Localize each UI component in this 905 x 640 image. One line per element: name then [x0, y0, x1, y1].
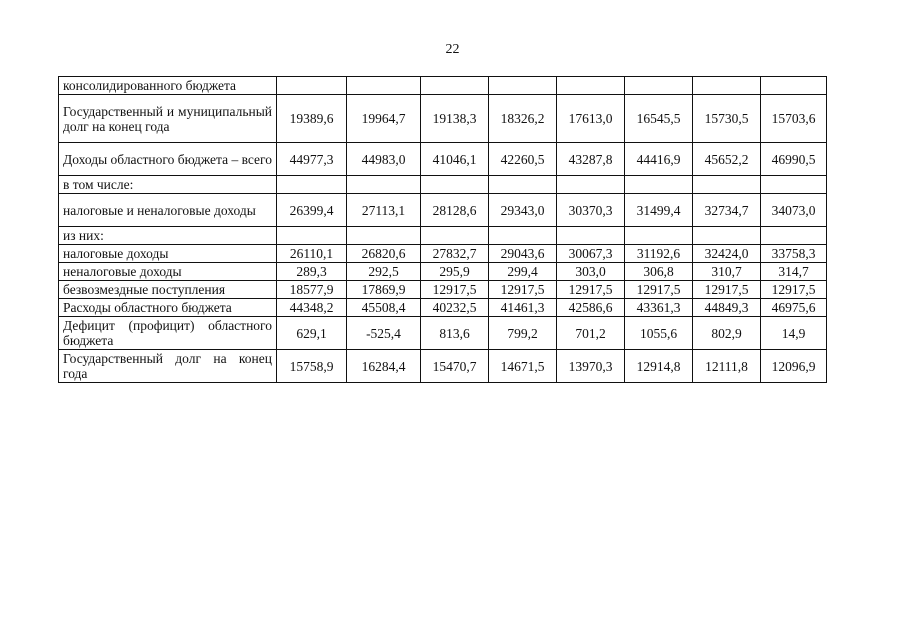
value-cell: 12917,5 — [625, 281, 693, 299]
value-cell: 12917,5 — [761, 281, 827, 299]
value-cell: 12917,5 — [693, 281, 761, 299]
row-label: Государственный и муниципальный долг на конец года — [59, 95, 277, 143]
value-cell: 26110,1 — [277, 245, 347, 263]
value-cell: 42586,6 — [557, 299, 625, 317]
table-row — [59, 227, 827, 245]
value-cell — [625, 176, 693, 194]
table-row — [59, 245, 827, 263]
value-cell: 28128,6 — [421, 194, 489, 227]
value-cell: 46975,6 — [761, 299, 827, 317]
row-label: налоговые доходы — [59, 245, 277, 263]
value-cell: 12914,8 — [625, 350, 693, 383]
row-label: Дефицит (профицит) областного бюджета — [59, 317, 277, 350]
value-cell: 15730,5 — [693, 95, 761, 143]
value-cell: 14671,5 — [489, 350, 557, 383]
budget-table — [58, 76, 827, 383]
value-cell — [421, 227, 489, 245]
value-cell — [347, 227, 421, 245]
value-cell: 18326,2 — [489, 95, 557, 143]
value-cell — [761, 176, 827, 194]
value-cell: 40232,5 — [421, 299, 489, 317]
value-cell: 16284,4 — [347, 350, 421, 383]
table-row — [59, 317, 827, 350]
value-cell — [557, 227, 625, 245]
value-cell: 1055,6 — [625, 317, 693, 350]
value-cell: 18577,9 — [277, 281, 347, 299]
value-cell: 46990,5 — [761, 143, 827, 176]
value-cell — [625, 227, 693, 245]
value-cell — [489, 227, 557, 245]
value-cell — [625, 77, 693, 95]
row-label: Государственный долг на конец года — [59, 350, 277, 383]
value-cell: 314,7 — [761, 263, 827, 281]
table-row — [59, 143, 827, 176]
table-body — [59, 77, 827, 383]
value-cell — [557, 176, 625, 194]
value-cell: 31192,6 — [625, 245, 693, 263]
value-cell: 12111,8 — [693, 350, 761, 383]
row-label: в том числе: — [59, 176, 277, 194]
value-cell: 701,2 — [557, 317, 625, 350]
value-cell: 43361,3 — [625, 299, 693, 317]
value-cell: 19964,7 — [347, 95, 421, 143]
value-cell: 41046,1 — [421, 143, 489, 176]
value-cell: 12917,5 — [421, 281, 489, 299]
value-cell — [347, 77, 421, 95]
value-cell: 44348,2 — [277, 299, 347, 317]
value-cell: 32424,0 — [693, 245, 761, 263]
value-cell: 44977,3 — [277, 143, 347, 176]
value-cell: 45508,4 — [347, 299, 421, 317]
value-cell — [277, 227, 347, 245]
value-cell: 29043,6 — [489, 245, 557, 263]
value-cell — [557, 77, 625, 95]
value-cell — [693, 176, 761, 194]
value-cell: 27113,1 — [347, 194, 421, 227]
row-label: безвозмездные поступления — [59, 281, 277, 299]
value-cell: 30370,3 — [557, 194, 625, 227]
value-cell: 30067,3 — [557, 245, 625, 263]
row-label: неналоговые доходы — [59, 263, 277, 281]
table-row — [59, 176, 827, 194]
value-cell: -525,4 — [347, 317, 421, 350]
value-cell — [277, 176, 347, 194]
value-cell: 310,7 — [693, 263, 761, 281]
value-cell: 17869,9 — [347, 281, 421, 299]
value-cell: 44983,0 — [347, 143, 421, 176]
value-cell — [761, 77, 827, 95]
table-row — [59, 281, 827, 299]
value-cell — [421, 176, 489, 194]
value-cell — [421, 77, 489, 95]
value-cell: 15758,9 — [277, 350, 347, 383]
value-cell — [693, 77, 761, 95]
value-cell — [693, 227, 761, 245]
table-row — [59, 263, 827, 281]
value-cell: 29343,0 — [489, 194, 557, 227]
table-row — [59, 350, 827, 383]
value-cell: 292,5 — [347, 263, 421, 281]
value-cell: 19138,3 — [421, 95, 489, 143]
value-cell: 26399,4 — [277, 194, 347, 227]
value-cell: 31499,4 — [625, 194, 693, 227]
value-cell: 12096,9 — [761, 350, 827, 383]
value-cell: 813,6 — [421, 317, 489, 350]
value-cell: 12917,5 — [557, 281, 625, 299]
value-cell: 306,8 — [625, 263, 693, 281]
row-label: Расходы областного бюджета — [59, 299, 277, 317]
value-cell: 12917,5 — [489, 281, 557, 299]
value-cell — [489, 176, 557, 194]
value-cell: 629,1 — [277, 317, 347, 350]
row-label: Доходы областного бюджета – всего — [59, 143, 277, 176]
value-cell: 289,3 — [277, 263, 347, 281]
table-row — [59, 77, 827, 95]
value-cell: 33758,3 — [761, 245, 827, 263]
value-cell: 299,4 — [489, 263, 557, 281]
value-cell: 15703,6 — [761, 95, 827, 143]
value-cell: 44416,9 — [625, 143, 693, 176]
value-cell: 15470,7 — [421, 350, 489, 383]
value-cell: 41461,3 — [489, 299, 557, 317]
value-cell: 295,9 — [421, 263, 489, 281]
value-cell: 27832,7 — [421, 245, 489, 263]
table-row — [59, 194, 827, 227]
value-cell: 32734,7 — [693, 194, 761, 227]
value-cell — [347, 176, 421, 194]
row-label: налоговые и неналоговые доходы — [59, 194, 277, 227]
row-label: из них: — [59, 227, 277, 245]
value-cell: 303,0 — [557, 263, 625, 281]
value-cell: 26820,6 — [347, 245, 421, 263]
value-cell: 13970,3 — [557, 350, 625, 383]
value-cell: 17613,0 — [557, 95, 625, 143]
table-row — [59, 299, 827, 317]
page-number: 22 — [445, 42, 460, 57]
value-cell: 43287,8 — [557, 143, 625, 176]
value-cell — [277, 77, 347, 95]
value-cell: 19389,6 — [277, 95, 347, 143]
value-cell: 14,9 — [761, 317, 827, 350]
value-cell: 799,2 — [489, 317, 557, 350]
row-label: консолидированного бюджета — [59, 77, 277, 95]
value-cell — [489, 77, 557, 95]
value-cell — [761, 227, 827, 245]
value-cell: 34073,0 — [761, 194, 827, 227]
value-cell: 16545,5 — [625, 95, 693, 143]
value-cell: 45652,2 — [693, 143, 761, 176]
table-row — [59, 95, 827, 143]
value-cell: 44849,3 — [693, 299, 761, 317]
value-cell: 802,9 — [693, 317, 761, 350]
value-cell: 42260,5 — [489, 143, 557, 176]
